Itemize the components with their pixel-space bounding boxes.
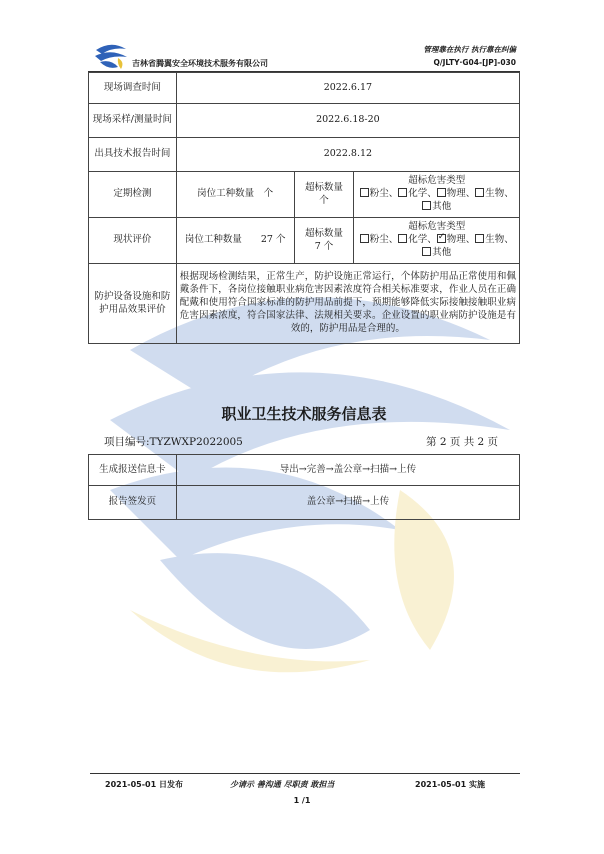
report-time-label: 出具技术报告时间 <box>89 138 177 172</box>
dust-checkbox <box>360 188 369 197</box>
status-label: 现状评价 <box>89 218 177 264</box>
periodic-types-title: 超标危害类型 <box>408 175 466 187</box>
submit-card-steps: 导出→完善→盖公章→扫描→上传 <box>176 455 519 486</box>
project-number: 项目编号:TYZWXP2022005 <box>104 436 243 448</box>
submit-card-label: 生成报送信息卡 <box>89 455 177 486</box>
table-row <box>89 138 520 172</box>
page-number: 1 /1 <box>293 796 311 805</box>
survey-time-label: 现场调查时间 <box>89 73 177 104</box>
bio-checkbox <box>475 234 484 243</box>
table-row <box>89 104 520 138</box>
bio-label: 生物、 <box>485 234 514 246</box>
chemical-checkbox <box>398 188 407 197</box>
survey-info-table <box>88 72 520 344</box>
table-row <box>89 455 520 486</box>
periodic-posts: 岗位工种数量 个 <box>176 172 294 218</box>
table-row <box>89 264 520 344</box>
sampling-time-value: 2022.6.18-20 <box>176 104 519 138</box>
chemical-label: 化学、 <box>408 188 437 200</box>
periodic-exceed: 超标数量 个 <box>294 172 354 218</box>
periodic-label: 定期检测 <box>89 172 177 218</box>
hazard-checkbox-group <box>357 188 516 214</box>
physical-checkbox-checked <box>437 234 446 243</box>
bio-checkbox <box>475 188 484 197</box>
table-row <box>89 486 520 520</box>
table-row <box>89 218 520 264</box>
other-checkbox <box>422 201 431 210</box>
table-row <box>89 172 520 218</box>
document-number: Q/JLTY·G04-[JP]-030 <box>433 58 516 67</box>
company-name: 吉林省腾翼安全环境技术服务有限公司 <box>132 59 268 68</box>
header-slogan: 管理靠在执行 执行靠在纠偏 <box>423 45 516 54</box>
bio-label: 生物、 <box>485 188 514 200</box>
dust-label: 粉尘、 <box>369 188 399 200</box>
status-hazard-types <box>354 218 520 264</box>
other-label: 其他 <box>432 246 452 258</box>
footer-divider <box>90 773 520 774</box>
other-checkbox <box>422 247 431 256</box>
sign-page-steps: 盖公章→扫描→上传 <box>176 486 519 520</box>
protection-eval-label: 防护设备设施和防护用品效果评价 <box>89 264 177 344</box>
chemical-label: 化学、 <box>408 234 437 246</box>
status-exceed: 超标数量 7 个 <box>294 218 354 264</box>
sign-page-label: 报告签发页 <box>89 486 177 520</box>
dust-checkbox <box>360 234 369 243</box>
physical-checkbox <box>437 188 446 197</box>
publish-date: 2021-05-01 日发布 <box>105 780 183 789</box>
status-posts: 岗位工种数量 27 个 <box>176 218 294 264</box>
other-label: 其他 <box>432 200 452 212</box>
survey-time-value: 2022.6.17 <box>176 73 519 104</box>
physical-label: 物理、 <box>446 188 476 200</box>
dust-label: 粉尘、 <box>369 234 399 246</box>
sampling-time-label: 现场采样/测量时间 <box>89 104 177 138</box>
effective-date: 2021-05-01 实施 <box>415 780 485 789</box>
hazard-checkbox-group <box>357 234 516 260</box>
section-title: 职业卫生技术服务信息表 <box>221 405 387 423</box>
protection-eval-text: 根据现场检测结果，正常生产，防护设施正常运行，个体防护用品正常使用和佩戴条件下，各岗位接触职业病危害因素浓度符合相关标准要求，作业人员在正确配戴和使用符合国家标准的防护用品前提下，预期能够降低实际接触接触职业病危害因素浓度，符合国家法律、法规相关要求。企业设置的职业病防护设施是有效的，防护用品是合理的。 <box>176 264 519 344</box>
footer-motto: 少请示 善沟通 尽职责 敢担当 <box>230 780 335 789</box>
page-info: 第 2 页 共 2 页 <box>426 436 499 448</box>
status-types-title: 超标危害类型 <box>408 221 466 233</box>
physical-label: 物理、 <box>446 234 476 246</box>
report-time-value: 2022.8.12 <box>176 138 519 172</box>
company-logo-icon <box>94 40 128 70</box>
table-row <box>89 73 520 104</box>
service-info-table <box>88 454 520 520</box>
periodic-hazard-types <box>354 172 520 218</box>
chemical-checkbox <box>398 234 407 243</box>
